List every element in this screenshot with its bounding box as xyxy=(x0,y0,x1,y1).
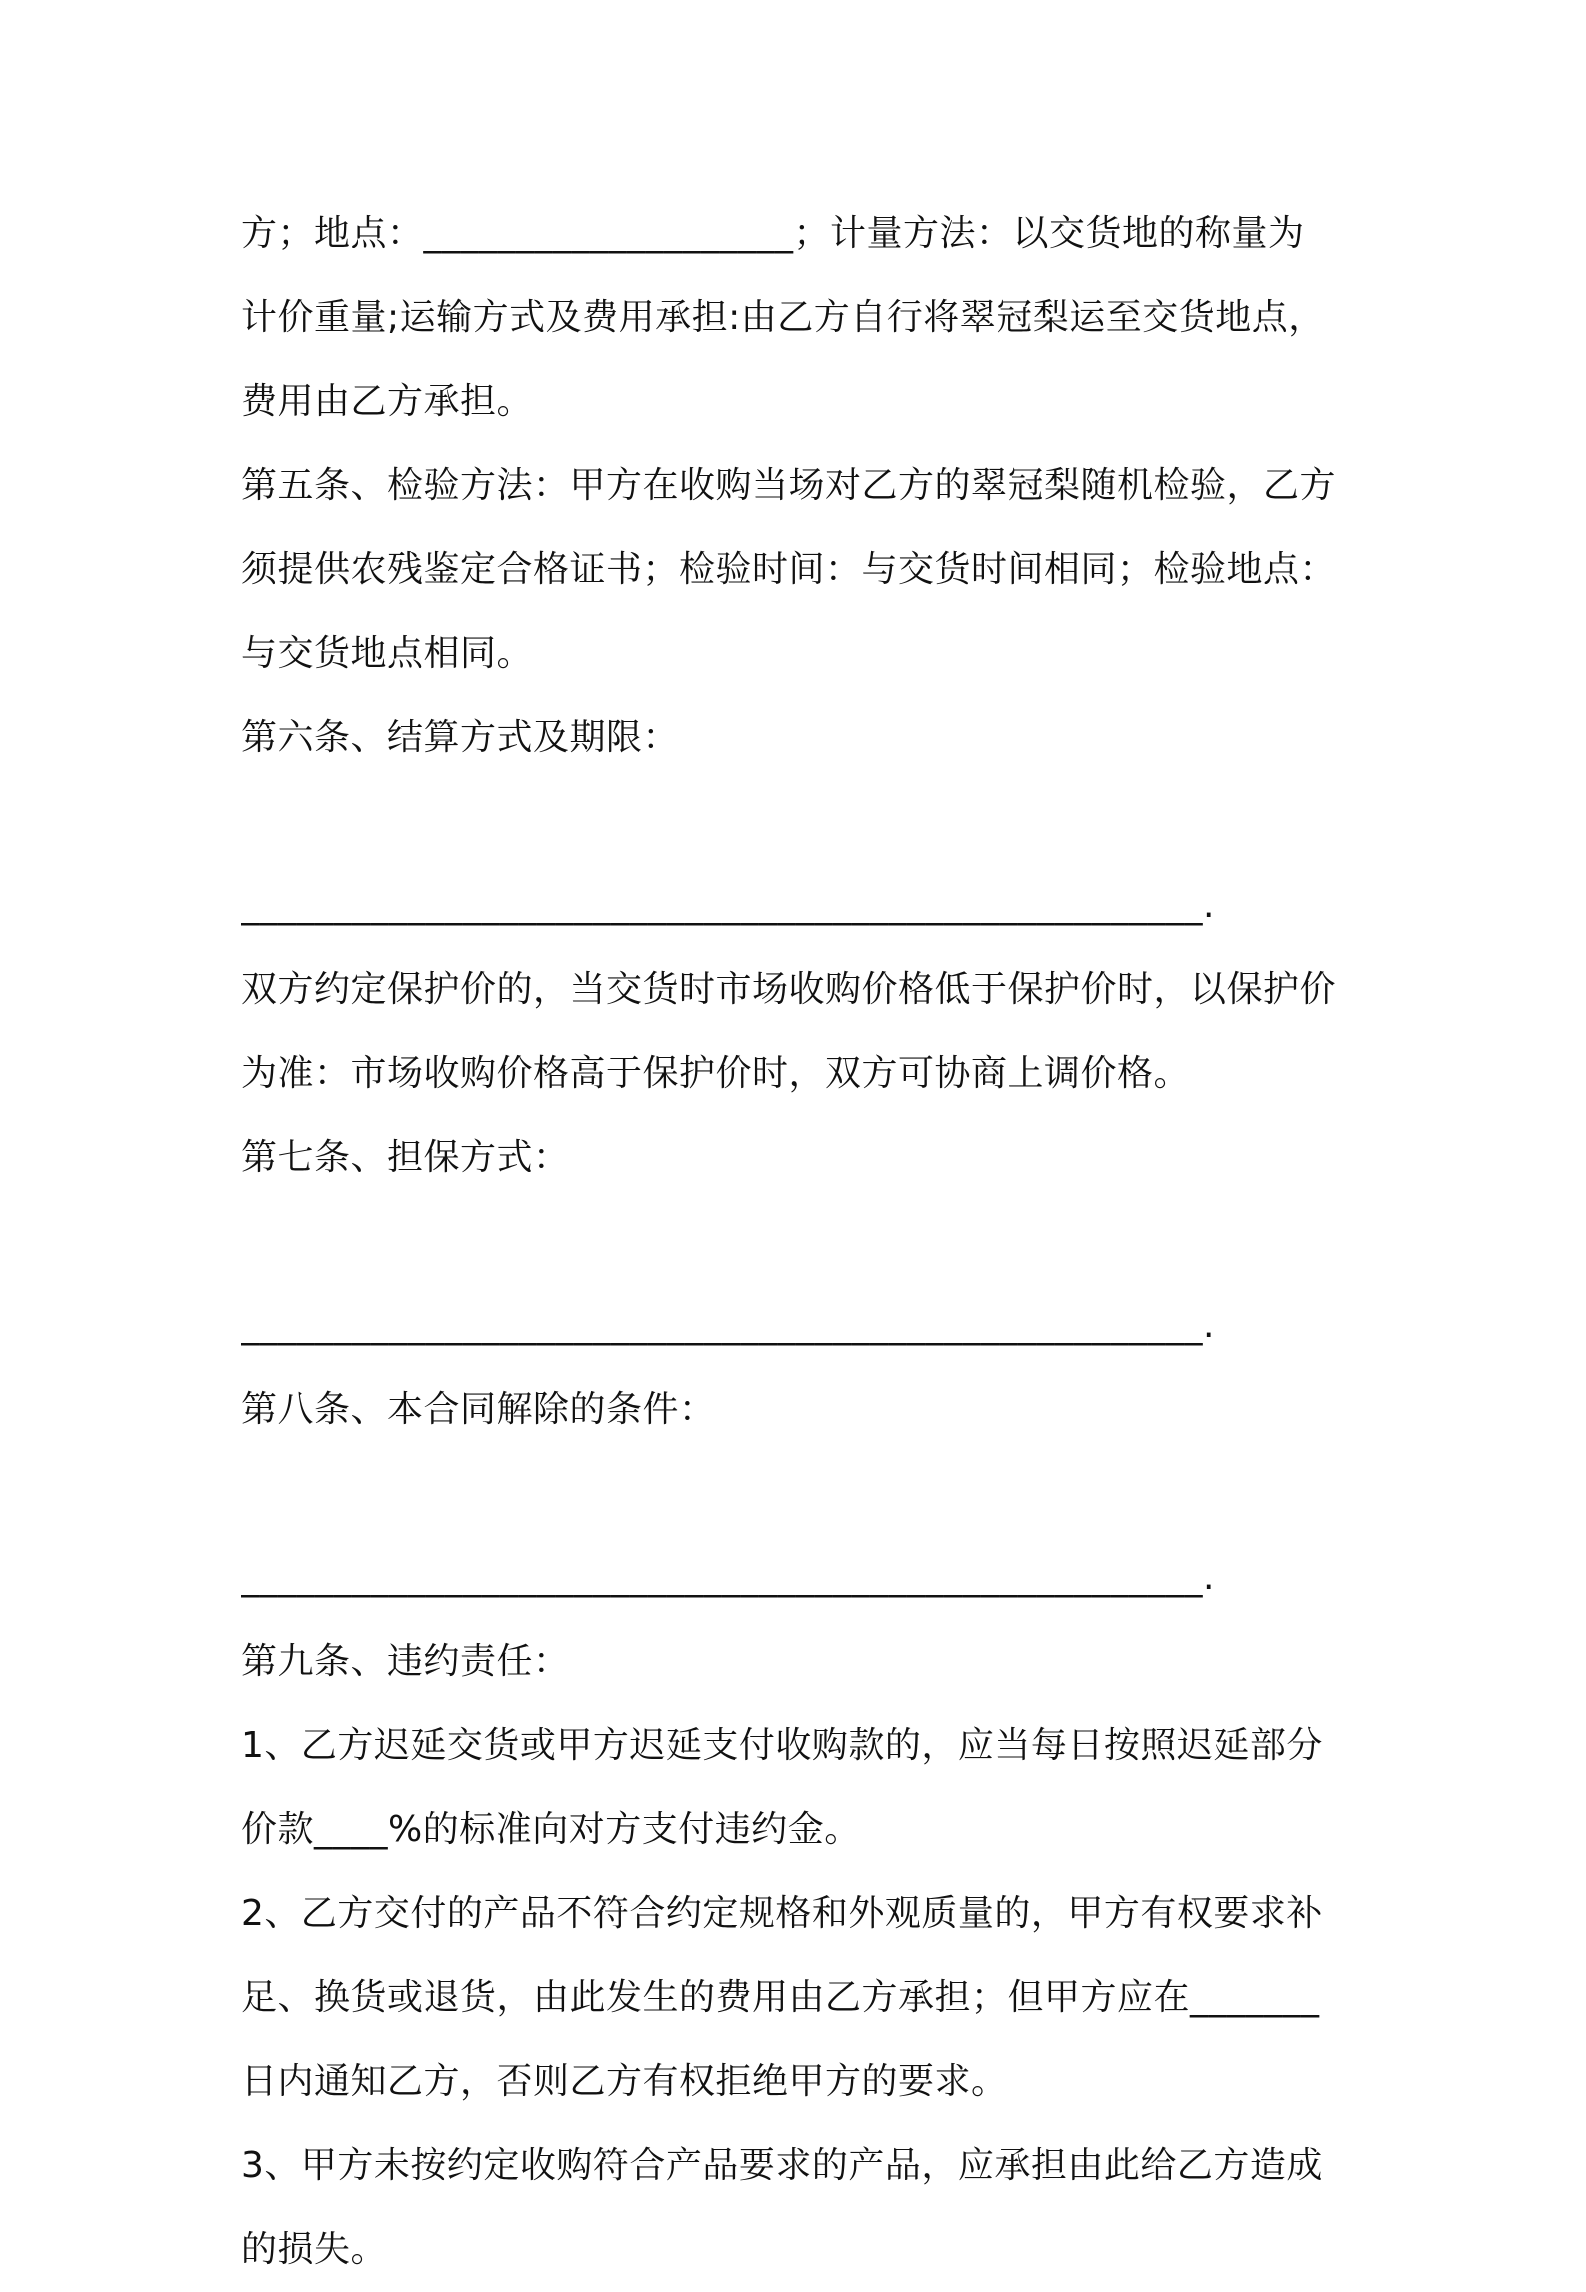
contract-text xyxy=(241,192,1356,2292)
text-line: 日内通知乙方，否则乙方有权拒绝甲方的要求。 xyxy=(241,2061,1008,2102)
text-line: 双方约定保护价的，当交货时市场收购价格低于保护价时，以保护价 xyxy=(241,969,1337,1010)
blank-line xyxy=(241,780,1356,864)
article-5-heading: 第五条、检验方法：甲方在收购当场对乙方的翠冠梨随机检验，乙方 xyxy=(241,465,1337,506)
fill-in-line: ____________________________________________________. xyxy=(241,885,1215,926)
article-9-heading: 第九条、违约责任： xyxy=(241,1641,570,1682)
clause-1: 1、乙方迟延交货或甲方迟延支付收购款的，应当每日按照迟延部分 xyxy=(241,1725,1323,1766)
text-line: 足、换货或退货，由此发生的费用由乙方承担；但甲方应在_______ xyxy=(241,1977,1320,2018)
article-8-heading: 第八条、本合同解除的条件： xyxy=(241,1389,716,1430)
article-6-heading: 第六条、结算方式及期限： xyxy=(241,717,680,758)
text-line: 方；地点：____________________；计量方法：以交货地的称量为 xyxy=(241,213,1305,254)
text-line: 与交货地点相同。 xyxy=(241,633,534,674)
blank-line xyxy=(241,1452,1356,1536)
text-line: 为准：市场收购价格高于保护价时，双方可协商上调价格。 xyxy=(241,1053,1191,1094)
clause-3: 3、甲方未按约定收购符合产品要求的产品，应承担由此给乙方造成 xyxy=(241,2145,1323,2186)
fill-in-line: ____________________________________________________. xyxy=(241,1305,1215,1346)
text-line: 价款____%的标准向对方支付违约金。 xyxy=(241,1809,861,1850)
text-line: 的损失。 xyxy=(241,2229,388,2270)
text-line: 须提供农残鉴定合格证书；检验时间：与交货时间相同；检验地点： xyxy=(241,549,1337,590)
fill-in-line: ____________________________________________________. xyxy=(241,1557,1215,1598)
text-line: 费用由乙方承担。 xyxy=(241,381,534,422)
text-line: 计价重量;运输方式及费用承担:由乙方自行将翠冠梨运至交货地点， xyxy=(241,297,1325,338)
article-7-heading: 第七条、担保方式： xyxy=(241,1137,570,1178)
blank-line xyxy=(241,1200,1356,1284)
clause-2: 2、乙方交付的产品不符合约定规格和外观质量的，甲方有权要求补 xyxy=(241,1893,1323,1934)
